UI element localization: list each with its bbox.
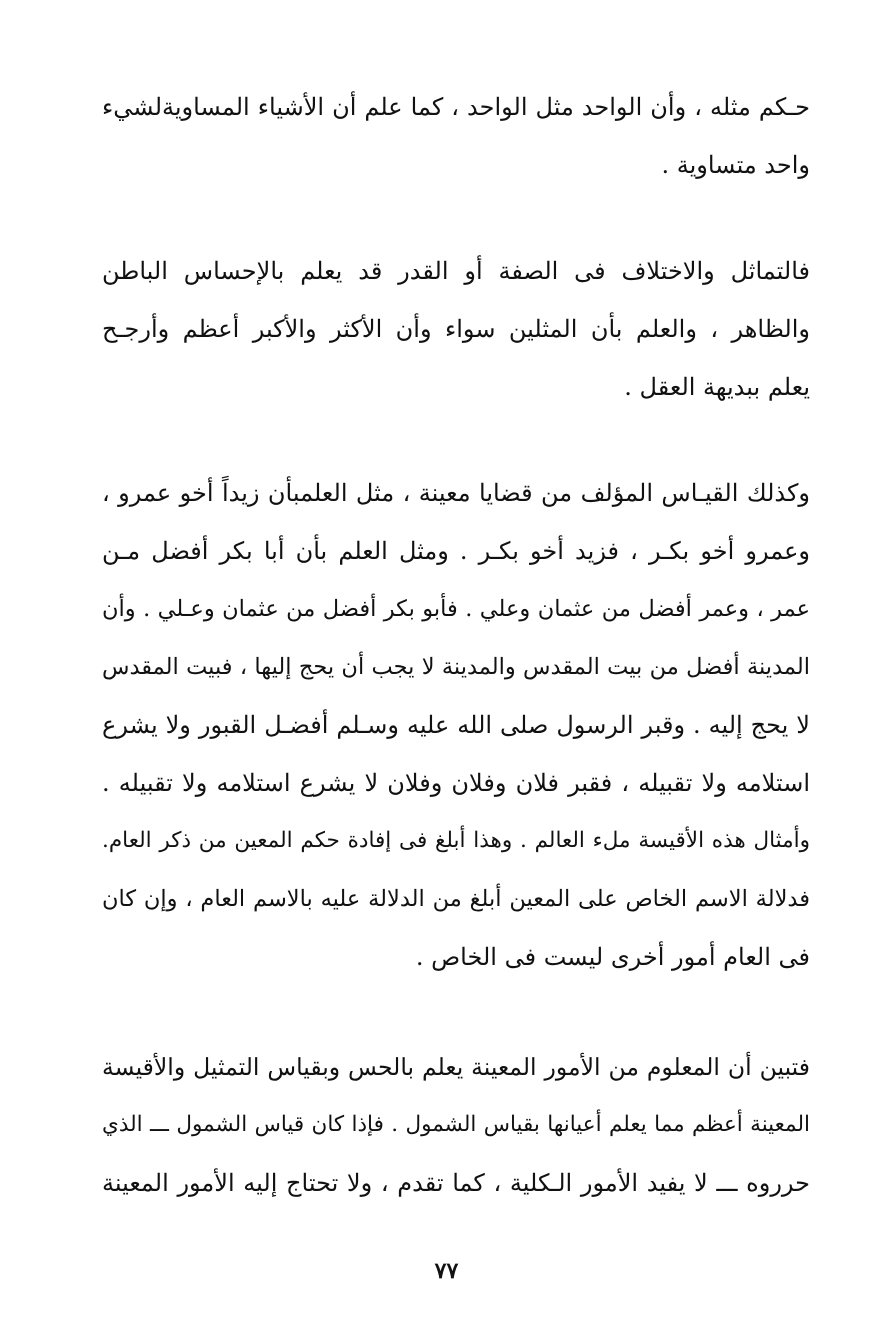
text-line: حـكم مثله ، وأن الواحد مثل الواحد ، كما علم أن الأشياء المساويةلشيء: [102, 93, 810, 121]
page-number: ٧٧: [434, 1258, 459, 1284]
text-line: المعينة أعظم مما يعلم أعيانها بقياس الشمول . فإذا كان قياس الشمول ـــ الذي: [102, 1112, 810, 1137]
paragraph-spacer: [102, 194, 810, 242]
text-line: المدينة أفضل من بيت المقدس والمدينة لا يجب أن يحج إليها ، فبيت المقدس: [102, 654, 810, 680]
text-line: وأمثال هذه الأقيسة ملء العالم . وهذا أبلغ فى إفادة حكم المعين من ذكر العام.: [102, 828, 810, 853]
text-line: فالتماثل والاختلاف فى الصفة أو القدر قد يعلم بالإحساس الباطن: [102, 257, 810, 285]
paragraph-spacer: [102, 986, 810, 1038]
text-line: واحد متساوية .: [661, 151, 810, 179]
paragraph-2: [102, 242, 810, 416]
paragraph-1: [102, 78, 810, 194]
text-line: حرروه ـــ لا يفيد الأمور الـكلية ، كما تقدم ، ولا تحتاج إليه الأمور المعينة: [102, 1169, 810, 1197]
paragraph-spacer: [102, 416, 810, 464]
paragraph-4: [102, 1038, 810, 1212]
text-line: فى العام أمور أخرى ليست فى الخاص .: [415, 943, 810, 971]
text-line: عمر ، وعمر أفضل من عثمان وعلي . فأبو بكر أفضل من عثمان وعـلي . وأن: [102, 596, 810, 622]
text-line: وكذلك القيـاس المؤلف من قضايا معينة ، مثل العلمبأن زيداً أخو عمرو ،: [102, 479, 810, 507]
text-line: استلامه ولا تقبيله ، فقبر فلان وفلان وفلان لا يشرع استلامه ولا تقبيله .: [102, 769, 810, 797]
text-line: فدلالة الاسم الخاص على المعين أبلغ من الدلالة عليه بالاسم العام ، وإن كان: [102, 886, 810, 912]
paragraph-3: [102, 464, 810, 986]
text-line: لا يحج إليه . وقبر الرسول صلى الله عليه وسـلم أفضـل القبور ولا يشرع: [102, 711, 810, 739]
text-line: يعلم ببديهة العقل .: [624, 373, 810, 401]
body-text: [102, 78, 810, 1212]
text-line: فتبين أن المعلوم من الأمور المعينة يعلم بالحس وبقياس التمثيل والأقيسة: [102, 1053, 810, 1081]
text-line: والظاهر ، والعلم بأن المثلين سواء وأن الأكثر والأكبر أعظم وأرجـح: [102, 315, 810, 343]
text-line: وعمرو أخو بكـر ، فزيد أخو بكـر . ومثل العلم بأن أبا بكر أفضل مـن: [102, 537, 810, 565]
